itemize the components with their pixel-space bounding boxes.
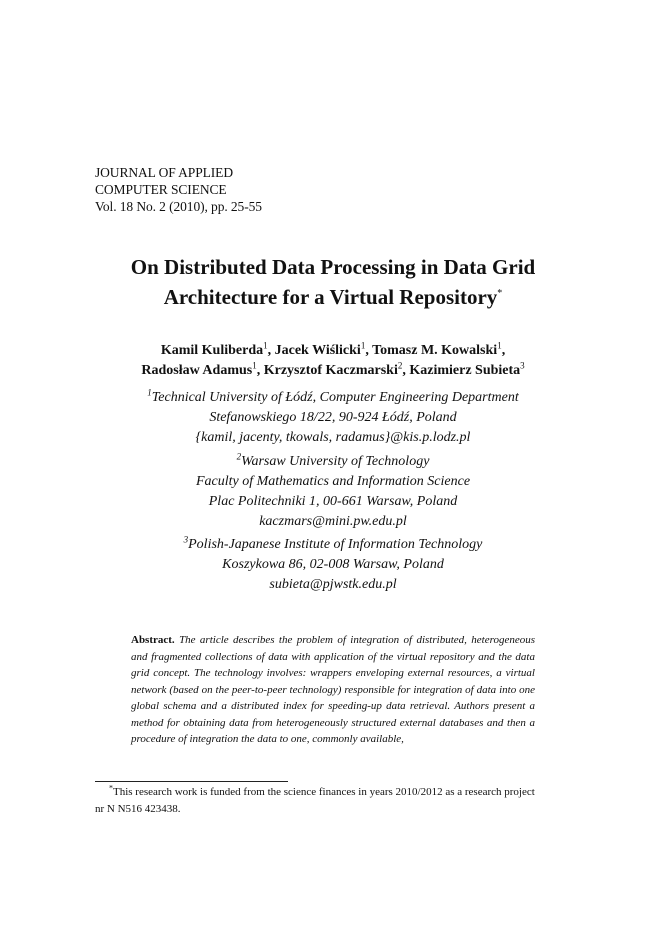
footnote-mark: * xyxy=(109,783,113,793)
author-line1: Kamil Kuliberda$^1$, Jacek Wiślicki$^1$, Tomasz M. Kowalski$^1$, xyxy=(160,340,506,358)
author-list xyxy=(60,341,606,381)
affiliation-email: kaczmars@mini.pw.edu.pl xyxy=(259,514,407,529)
affiliation-line xyxy=(60,535,606,555)
title-line2-text: Architecture for a Virtual Repository xyxy=(163,285,498,309)
author-affiliation-mark: 1 xyxy=(263,340,268,351)
affiliation-address: Stefanowskiego 18/22, 90-924 Łódź, Poland xyxy=(209,410,457,425)
affiliation-number: 1 xyxy=(147,387,152,398)
author-name: Kazimierz Subieta xyxy=(409,363,521,378)
affiliation-institution: Polish-Japanese Institute of Information Technology xyxy=(188,537,483,552)
affiliation-institution: Technical University of Łódź, Computer Engineering Department xyxy=(151,390,519,405)
author-affiliation-mark: 1 xyxy=(497,340,502,351)
title-footnote-mark: * xyxy=(497,288,503,299)
affiliation-line xyxy=(60,452,606,472)
abstract xyxy=(131,632,535,748)
footnote-divider xyxy=(95,781,288,782)
author-name: Jacek Wiślicki xyxy=(274,343,361,358)
affiliation-number: 2 xyxy=(236,451,242,462)
author-affiliation-mark: 3 xyxy=(520,360,525,371)
paper-title xyxy=(60,252,606,312)
footnote-line1 xyxy=(95,784,573,801)
affiliation-2 xyxy=(60,452,606,532)
footnote-line2: nr N N516 423438. xyxy=(95,803,181,815)
journal-name-line1: JOURNAL OF APPLIED xyxy=(95,165,233,180)
affiliation-institution: Warsaw University of Technology xyxy=(241,454,430,469)
affiliation-email: subieta@pjwstk.edu.pl xyxy=(269,577,397,592)
author-name: Krzysztof Kaczmarski xyxy=(263,363,398,378)
affiliation-faculty: Faculty of Mathematics and Information Science xyxy=(195,474,471,489)
journal-volume: Vol. 18 No. 2 (2010), pp. 25-55 xyxy=(95,199,262,214)
footnote-text: This research work is funded from the science finances in years 2010/2012 as a research project xyxy=(113,786,535,798)
journal-header xyxy=(95,164,262,215)
journal-name-line2: COMPUTER SCIENCE xyxy=(95,182,227,197)
affiliation-address: Plac Politechniki 1, 00-661 Warsaw, Poland xyxy=(208,494,458,509)
affiliation-email: {kamil, jacenty, tkowals, radamus}@kis.p.lodz.pl xyxy=(195,430,471,445)
abstract-label: Abstract. xyxy=(131,634,175,646)
author-line2: Radosław Adamus$^1$, Krzysztof Kaczmarski$^2$, Kazimierz Subieta$^3$ xyxy=(141,360,525,378)
author-name: Radosław Adamus xyxy=(141,363,253,378)
affiliation-address: Koszykowa 86, 02-008 Warsaw, Poland xyxy=(222,557,444,572)
affiliation-1 xyxy=(60,388,606,448)
author-name: Tomasz M. Kowalski xyxy=(372,343,498,358)
affiliation-number: 3 xyxy=(183,534,189,545)
affiliation-3 xyxy=(60,535,606,595)
author-affiliation-mark: 1 xyxy=(252,360,257,371)
affiliation-line xyxy=(60,388,606,408)
author-name: Kamil Kuliberda xyxy=(160,343,264,358)
title-line2 xyxy=(60,282,606,312)
abstract-text: The article describes the problem of integration of distributed, heterogeneous and fragmented collections of data with application of the virtual repository and the data grid concept. The technology involves: wrappers enveloping external resources, a virtual network (based on the peer-to-peer technology) responsible for integration of data into one global schema and a distributed index for speeding-up data retrieval. Authors present a method for obtaining data from heterogeneously structured external databases and then a procedure of integration the data to one, commonly available, xyxy=(131,634,535,745)
author-affiliation-mark: 2 xyxy=(397,360,403,371)
footnote xyxy=(95,784,573,818)
title-line1: On Distributed Data Processing in Data Grid xyxy=(130,255,536,279)
author-affiliation-mark: 1 xyxy=(360,340,366,351)
